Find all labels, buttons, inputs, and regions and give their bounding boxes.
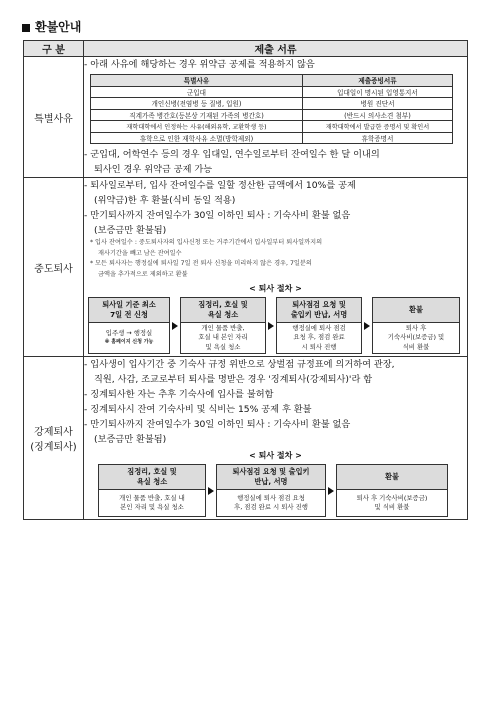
arrow-right-icon [328, 487, 334, 495]
table-header-row [24, 41, 468, 57]
midway-step-2 [180, 297, 266, 354]
refund-table [23, 40, 468, 520]
special-intro: - 아래 사유에 해당하는 경우 위약금 공제를 적용하지 않음 [84, 59, 315, 70]
midway-p1b: (위약금)한 후 환불(식비 동일 적용) [94, 195, 236, 206]
step-body: 퇴사 후 기숙사비(보증금) 및 식비 환불 [356, 493, 428, 511]
row-forced [24, 357, 468, 520]
special-note-2: 퇴사인 경우 위약금 공제 가능 [94, 164, 213, 175]
reason-cell: 직계가족 병간호(등본상 기재된 가족의 병간호) [91, 109, 303, 121]
midway-step-1 [88, 297, 170, 354]
step-heading: 짐정리, 호실 및 욕실 청소 [99, 465, 205, 490]
forced-p3: - 징계퇴사시 잔여 기숙사비 및 식비는 15% 공제 후 환불 [84, 404, 312, 415]
table-row [91, 86, 453, 98]
reason-cell: 휴학으로 인한 재학사유 소멸(방학제외) [91, 132, 303, 144]
special-note-1: - 군입대, 어학연수 등의 경우 입대일, 연수일로부터 잔여일수 한 달 이내의 [84, 149, 380, 160]
forced-step-2 [216, 464, 326, 517]
step-body: 개인 물품 반출, 호실 내 본인 자리 및 욕실 청소 [198, 323, 248, 351]
special-content [84, 57, 468, 178]
inner-header-row [91, 75, 453, 87]
forced-procedure-title: < 퇴사 절차 > [249, 451, 302, 460]
row-special [24, 57, 468, 178]
step-heading: 환불 [373, 298, 459, 323]
midway-p2b: (보증금만 환불됨) [94, 225, 167, 236]
midway-step-3 [276, 297, 362, 354]
forced-p1b: 직원, 사감, 조교로부터 퇴사를 명받은 경우 '징계퇴사(강제퇴사)'라 함 [94, 374, 373, 385]
midway-procedure-title: < 퇴사 절차 > [249, 284, 302, 293]
step-heading: 퇴사점검 요청 및 출입키 반납, 서명 [217, 465, 325, 490]
midway-p2a: - 만기퇴사까지 잔여일수가 30일 이하인 퇴사 : 기숙사비 환불 없음 [84, 210, 351, 221]
midway-p1a: - 퇴사일로부터, 입사 잔여일수를 일할 정산한 금액에서 10%를 공제 [84, 180, 356, 191]
midway-procedure-steps [88, 297, 467, 354]
forced-procedure-steps [98, 464, 467, 517]
forced-p4a: - 만기퇴사까지 잔여일수가 30일 이하인 퇴사 : 기숙사비 환불 없음 [84, 419, 351, 430]
doc-cell: (반드시 의사소견 첨부) [303, 109, 453, 121]
arrow-right-icon [172, 322, 178, 330]
header-documents: 제출 서류 [84, 41, 468, 57]
doc-cell: 재학대학에서 발급한 증명서 및 확인서 [303, 121, 453, 133]
step-body: 행정실에 퇴사 점검 요청 후, 점검 완료 시 퇴사 진행 [234, 493, 308, 511]
forced-content [84, 357, 468, 520]
midway-small-1a: * 입사 잔여일수 : 중도퇴사자의 입사신청 또는 거주기간에서 입사일부터 퇴사일까지의 [90, 239, 323, 246]
table-row [91, 121, 453, 133]
forced-p1a: - 입사생이 입사기간 중 기숙사 규정 위반으로 상벌점 규정표에 의거하여 관장, [84, 359, 395, 370]
doc-cell: 병원 진단서 [303, 98, 453, 110]
arrow-right-icon [364, 322, 370, 330]
arrow-right-icon [208, 487, 214, 495]
midway-small-2a: * 모든 퇴사자는 행정실에 퇴사일 7일 전 퇴사 신청을 미리하지 않은 경우, 7일분의 [90, 260, 312, 267]
category-forced [24, 357, 84, 520]
reason-cell: 군입대 [91, 86, 303, 98]
table-row [91, 109, 453, 121]
doc-cell: 입대일이 명시된 입영통지서 [303, 86, 453, 98]
table-row [91, 98, 453, 110]
header-category: 구 분 [24, 41, 84, 57]
forced-p2: - 징계퇴사한 자는 추후 기숙사에 입사를 불허함 [84, 389, 274, 400]
step-body: 개인 물품 반출, 호실 내 본인 자리 및 욕실 청소 [119, 493, 185, 511]
step-heading: 짐정리, 호실 및 욕실 청소 [181, 298, 265, 323]
page-title-text: 환불안내 [35, 20, 82, 34]
table-row [91, 132, 453, 144]
category-forced-line2: (징계퇴사) [30, 442, 77, 453]
category-midway: 중도퇴사 [24, 178, 84, 357]
reason-cell: 재학대학에서 인정하는 사유(해외유학, 교환학생 등) [91, 121, 303, 133]
midway-step-4 [372, 297, 460, 354]
midway-small-2b: 금액을 추가적으로 제외하고 환불 [98, 270, 188, 278]
midway-small-1b: 재사기간을 빼고 남은 잔여일수 [98, 249, 182, 257]
midway-content [84, 178, 468, 357]
step-heading: 퇴사점검 요청 및 출입키 반납, 서명 [277, 298, 361, 323]
step-heading: 퇴사일 기준 최소 7일 전 신청 [89, 298, 169, 323]
step-body: 행정실에 퇴사 점검 요청 후, 점검 완료 시 퇴사 진행 [292, 323, 346, 351]
category-forced-line1: 강제퇴사 [34, 427, 73, 438]
doc-cell: 휴학증명서 [303, 132, 453, 144]
forced-p4b: (보증금만 환불됨) [94, 434, 167, 445]
page-title [22, 18, 81, 35]
arrow-right-icon [268, 322, 274, 330]
forced-step-3 [336, 464, 448, 517]
category-special: 특별사유 [24, 57, 84, 178]
inner-head-reason: 특별사유 [91, 75, 303, 87]
special-reason-table [90, 74, 453, 144]
reason-cell: 개인신병(전염병 등 질병, 입원) [91, 98, 303, 110]
inner-head-doc: 제출증빙서류 [303, 75, 453, 87]
step-heading: 환불 [337, 465, 447, 490]
row-midway [24, 178, 468, 357]
forced-step-1 [98, 464, 206, 517]
step-body: 입주생 → 행정실 ※ 홈페이지 신청 가능 [104, 328, 154, 345]
step-body: 퇴사 후 기숙사비(보증금) 및 식비 환불 [387, 323, 445, 351]
square-bullet-icon [22, 24, 30, 32]
